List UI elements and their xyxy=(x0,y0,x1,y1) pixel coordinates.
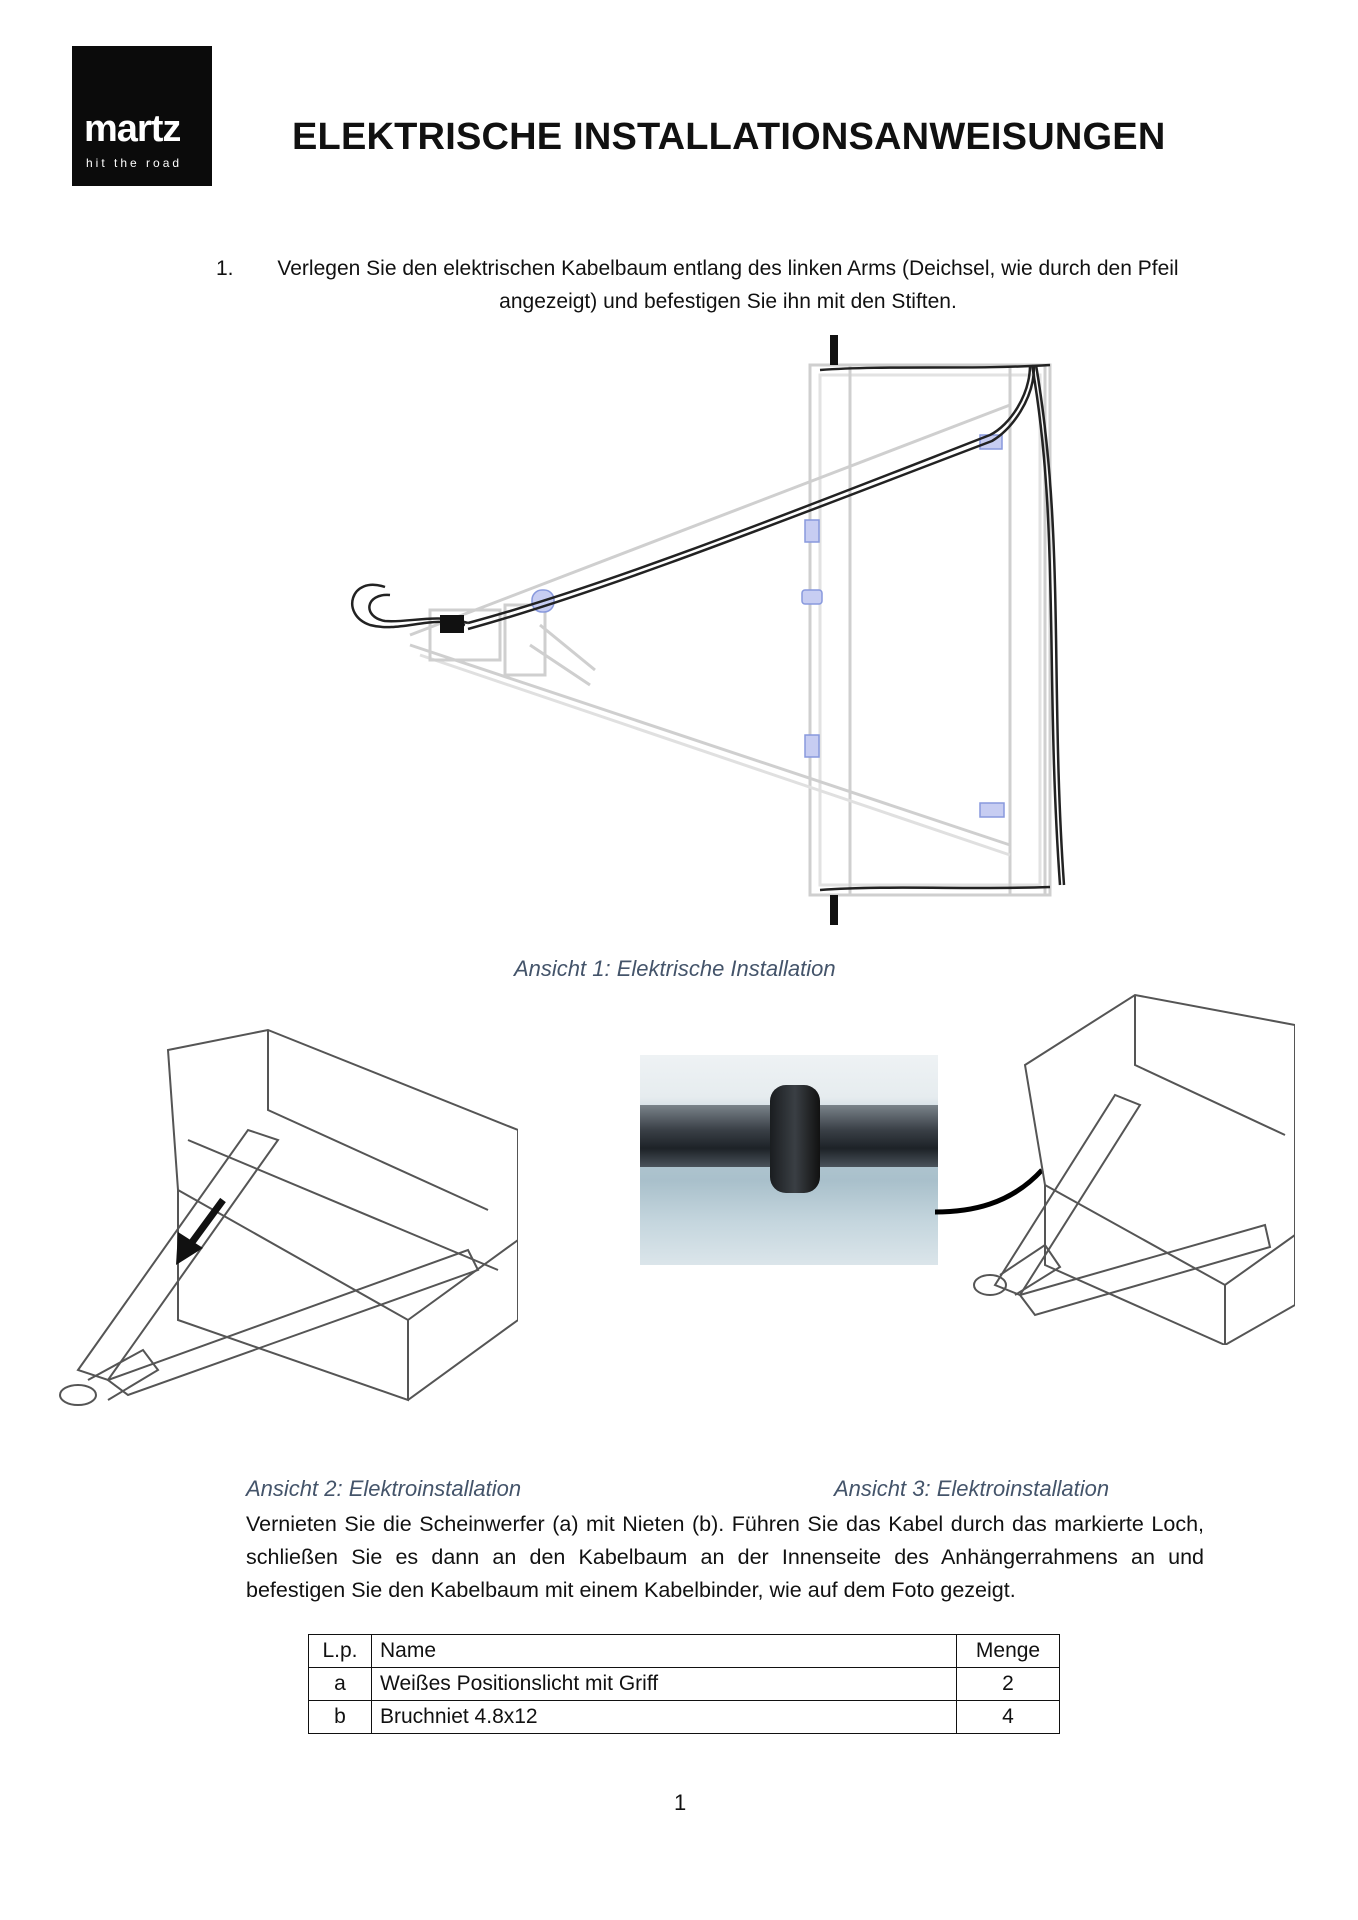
cell-lp: a xyxy=(309,1668,372,1701)
caption-view-3: Ansicht 3: Elektroinstallation xyxy=(834,1476,1110,1501)
table-header-row xyxy=(309,1635,1060,1668)
diagram-view-2 xyxy=(48,1020,518,1410)
header-menge: Menge xyxy=(957,1635,1060,1668)
caption-view-2: Ansicht 2: Elektroinstallation xyxy=(246,1476,522,1501)
cell-name: Weißes Positionslicht mit Griff xyxy=(372,1668,957,1701)
cell-menge: 2 xyxy=(957,1668,1060,1701)
caption-view-1: Ansicht 1: Elektrische Installation xyxy=(514,956,836,981)
header-lp: L.p. xyxy=(309,1635,372,1668)
step-1-number: 1. xyxy=(216,257,234,280)
page-number: 1 xyxy=(674,1790,687,1815)
logo-tagline: hit the road xyxy=(86,156,183,170)
logo-brand: martz xyxy=(84,108,181,150)
cable-tie-photo xyxy=(640,1055,938,1265)
cell-lp: b xyxy=(309,1701,372,1734)
cell-name: Bruchniet 4.8x12 xyxy=(372,1701,957,1734)
table-row xyxy=(309,1668,1060,1701)
instruction-paragraph: Vernieten Sie die Scheinwerfer (a) mit Nieten (b). Führen Sie das Kabel durch das markierte Loch, schließen Sie es dann an den Kabelbaum an der Innenseite des Anhängerrahmens an und befestigen Sie den Kabelbaum mit einem Kabelbinder, wie auf dem Foto gezeigt. xyxy=(246,1512,1204,1602)
cell-menge: 4 xyxy=(957,1701,1060,1734)
martz-logo xyxy=(72,46,212,186)
page-title: ELEKTRISCHE INSTALLATIONSANWEISUNGEN xyxy=(292,116,1166,158)
table-row xyxy=(309,1701,1060,1734)
parts-table xyxy=(308,1634,1060,1734)
diagram-view-1 xyxy=(290,325,1070,945)
step-1-text: Verlegen Sie den elektrischen Kabelbaum entlang des linken Arms (Deichsel, wie durch den Pfeil angezeigt) und befestigen Sie ihn mit den Stiften. xyxy=(277,257,1179,313)
diagram-view-3 xyxy=(965,985,1295,1345)
header-name: Name xyxy=(372,1635,957,1668)
